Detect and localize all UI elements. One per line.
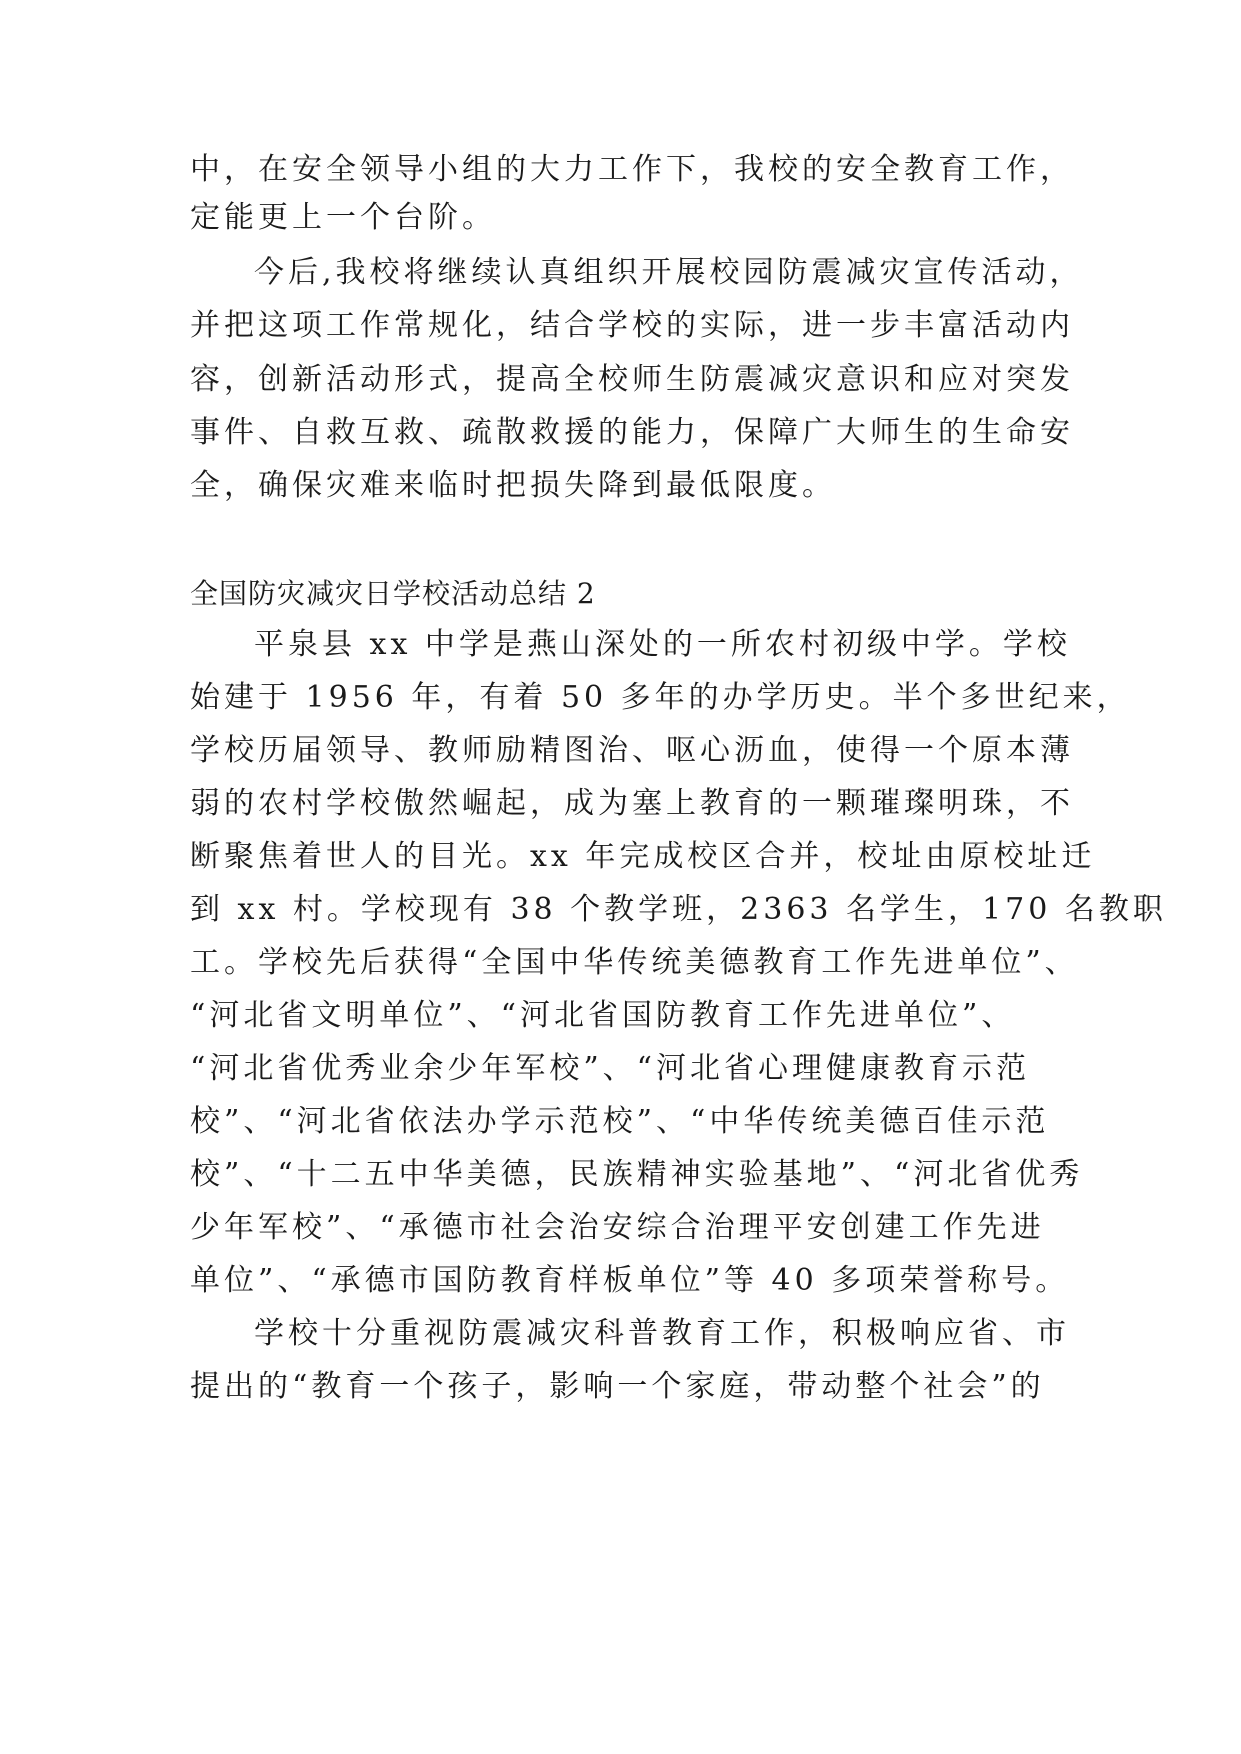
intro-line-1: 中，在安全领导小组的大力工作下，我校的安全教育工作， — [190, 152, 1074, 187]
future-line-4: 事件、自救互救、疏散救援的能力，保障广大师生的生命安 — [190, 415, 1074, 450]
school-line-2: 始建于 1956 年，有着 50 多年的办学历史。半个多世纪来， — [190, 680, 1131, 715]
school-line-9: “河北省优秀业余少年军校”、“河北省心理健康教育示范 — [190, 1051, 1031, 1086]
school-line-13: 单位”、“承德市国防教育样板单位”等 40 多项荣誉称号。 — [190, 1263, 1070, 1298]
intro-line-2: 定能更上一个台阶。 — [190, 200, 496, 235]
school-line-8: “河北省文明单位”、“河北省国防教育工作先进单位”、 — [190, 998, 1016, 1033]
school-line-5: 断聚焦着世人的目光。xx 年完成校区合并，校址由原校址迁 — [190, 839, 1096, 874]
future-line-3: 容，创新活动形式，提高全校师生防震减灾意识和应对突发 — [190, 362, 1074, 397]
science-line-1: 学校十分重视防震减灾科普教育工作，积极响应省、市 — [254, 1316, 1070, 1351]
section-title: 全国防灾减灾日学校活动总结 2 — [190, 577, 596, 610]
school-line-6: 到 xx 村。学校现有 38 个教学班，2363 名学生，170 名教职 — [190, 892, 1167, 927]
science-line-2: 提出的“教育一个孩子，影响一个家庭，带动整个社会”的 — [190, 1369, 1045, 1404]
school-line-4: 弱的农村学校傲然崛起，成为塞上教育的一颗璀璨明珠，不 — [190, 786, 1074, 821]
future-line-1: 今后,我校将继续认真组织开展校园防震减灾宣传活动， — [254, 255, 1084, 290]
school-line-12: 少年军校”、“承德市社会治安综合治理平安创建工作先进 — [190, 1210, 1045, 1245]
future-line-2: 并把这项工作常规化，结合学校的实际，进一步丰富活动内 — [190, 308, 1074, 343]
school-line-7: 工。学校先后获得“全国中华传统美德教育工作先进单位”、 — [190, 945, 1079, 980]
school-line-3: 学校历届领导、教师励精图治、呕心沥血，使得一个原本薄 — [190, 733, 1074, 768]
school-line-11: 校”、“十二五中华美德，民族精神实验基地”、“河北省优秀 — [190, 1157, 1084, 1192]
school-line-10: 校”、“河北省依法办学示范校”、“中华传统美德百佳示范 — [190, 1104, 1050, 1139]
future-line-5: 全，确保灾难来临时把损失降到最低限度。 — [190, 468, 836, 503]
school-line-1: 平泉县 xx 中学是燕山深处的一所农村初级中学。学校 — [254, 627, 1071, 662]
